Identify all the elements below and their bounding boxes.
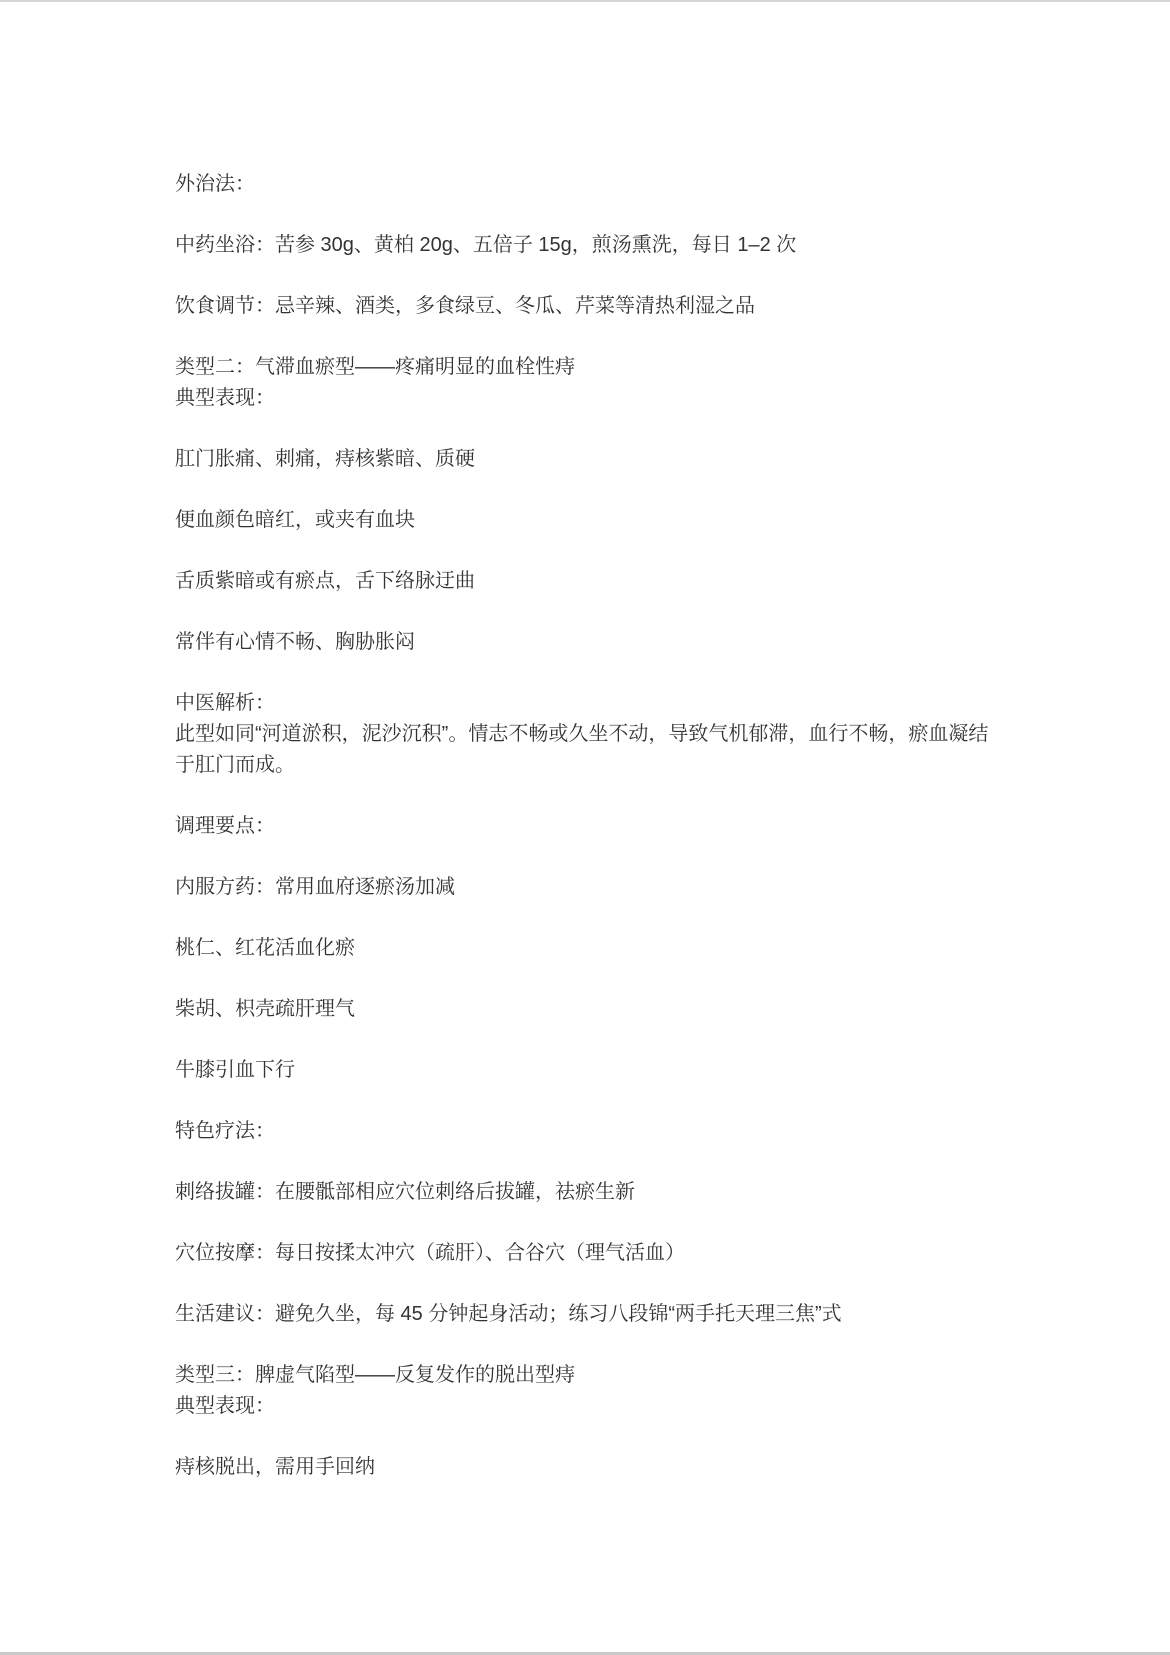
paragraph xyxy=(175,444,995,475)
paragraph xyxy=(175,872,995,903)
text-line: 外治法： xyxy=(175,173,255,195)
text-line: 常伴有心情不畅、胸胁胀闷 xyxy=(175,631,415,653)
text-line: 中药坐浴：苦参 30g、黄柏 20g、五倍子 15g，煎汤熏洗，每日 1–2 次 xyxy=(175,234,797,256)
paragraph xyxy=(175,1360,995,1422)
text-line: 内服方药：常用血府逐瘀汤加减 xyxy=(175,876,455,898)
text-line: 中医解析： xyxy=(175,692,275,714)
paragraph xyxy=(175,566,995,597)
text-line: 调理要点： xyxy=(175,815,275,837)
paragraph xyxy=(175,811,995,842)
page-top-edge-line xyxy=(0,0,1170,2)
paragraph xyxy=(175,994,995,1025)
paragraph xyxy=(175,352,995,414)
paragraph xyxy=(175,291,995,322)
text-line: 特色疗法： xyxy=(175,1120,275,1142)
paragraph xyxy=(175,1452,995,1483)
paragraph xyxy=(175,505,995,536)
paragraph xyxy=(175,688,995,781)
paragraph xyxy=(175,1299,995,1330)
text-line: 饮食调节：忌辛辣、酒类，多食绿豆、冬瓜、芹菜等清热利湿之品 xyxy=(175,295,755,317)
text-line: 舌质紫暗或有瘀点，舌下络脉迂曲 xyxy=(175,570,475,592)
text-line: 此型如同“河道淤积，泥沙沉积”。情志不畅或久坐不动，导致气机郁滞，血行不畅，瘀血凝结于肛门而成。 xyxy=(175,723,989,776)
paragraph xyxy=(175,627,995,658)
paragraph xyxy=(175,1238,995,1269)
text-line: 肛门胀痛、刺痛，痔核紫暗、质硬 xyxy=(175,448,475,470)
paragraph xyxy=(175,169,995,200)
paragraph xyxy=(175,230,995,261)
text-line: 典型表现： xyxy=(175,387,275,409)
text-line: 桃仁、红花活血化瘀 xyxy=(175,937,355,959)
text-line: 类型二：气滞血瘀型——疼痛明显的血栓性痔 xyxy=(175,356,575,378)
text-line: 牛膝引血下行 xyxy=(175,1059,295,1081)
text-line: 痔核脱出，需用手回纳 xyxy=(175,1456,375,1478)
paragraph xyxy=(175,1177,995,1208)
text-line: 典型表现： xyxy=(175,1395,275,1417)
text-line: 便血颜色暗红，或夹有血块 xyxy=(175,509,415,531)
paragraph xyxy=(175,1055,995,1086)
document-body xyxy=(175,169,995,1483)
text-line: 生活建议：避免久坐，每 45 分钟起身活动；练习八段锦“两手托天理三焦”式 xyxy=(175,1303,842,1325)
paragraph xyxy=(175,933,995,964)
text-line: 穴位按摩：每日按揉太冲穴（疏肝）、合谷穴（理气活血） xyxy=(175,1242,685,1264)
text-line: 刺络拔罐：在腰骶部相应穴位刺络后拔罐，祛瘀生新 xyxy=(175,1181,635,1203)
text-line: 柴胡、枳壳疏肝理气 xyxy=(175,998,355,1020)
text-line: 类型三：脾虚气陷型——反复发作的脱出型痔 xyxy=(175,1364,575,1386)
paragraph xyxy=(175,1116,995,1147)
